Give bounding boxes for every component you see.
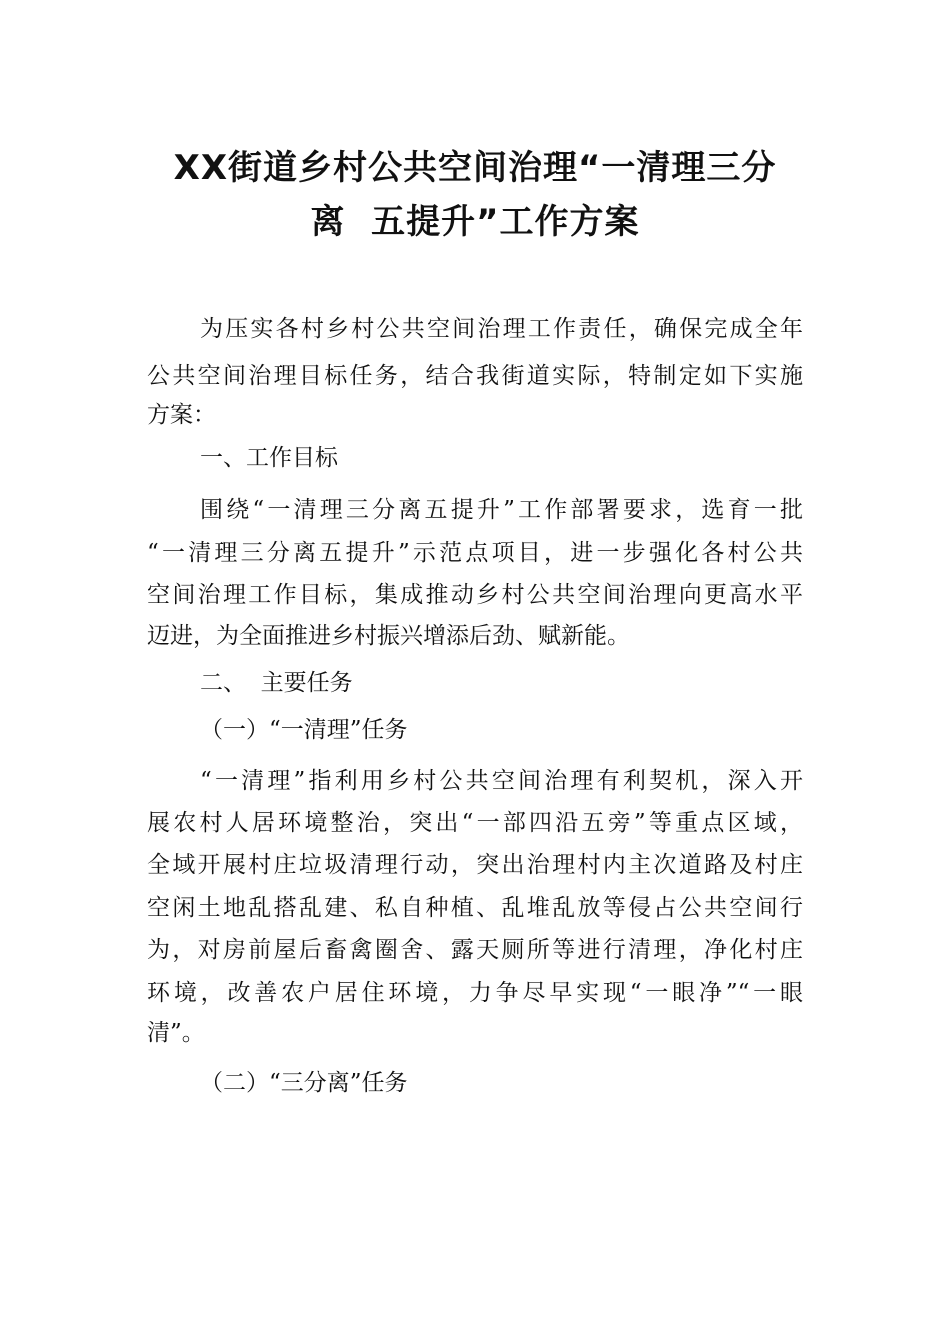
section-1-line-3: 空间治理工作目标，集成推动乡村公共空间治理向更高水平	[147, 582, 803, 608]
section-1-line-2: “一清理三分离五提升”示范点项目，进一步强化各村公共	[147, 540, 803, 566]
document-title-line-2: 离 五提升”工作方案	[310, 202, 640, 242]
subsection-1-line-3: 全域开展村庄垃圾清理行动，突出治理村内主次道路及村庄	[147, 852, 803, 878]
subsection-1-line-1: “一清理”指利用乡村公共空间治理有利契机，深入开	[200, 768, 803, 794]
intro-line-1: 为压实各村乡村公共空间治理工作责任，确保完成全年	[200, 316, 803, 342]
section-1-line-4: 迈进，为全面推进乡村振兴增添后劲、赋新能。	[147, 623, 630, 649]
section-1-heading: 一、工作目标	[200, 445, 338, 471]
subsection-1-line-4: 空闲土地乱搭乱建、私自种植、乱堆乱放等侵占公共空间行	[147, 895, 803, 921]
intro-line-2: 公共空间治理目标任务，结合我街道实际，特制定如下实施	[147, 363, 803, 389]
subsection-1-line-7: 清”。	[147, 1020, 205, 1046]
intro-line-3: 方案：	[147, 402, 216, 428]
section-2-heading: 二、 主要任务	[200, 670, 353, 696]
subsection-1-line-2: 展农村人居环境整治，突出“一部四沿五旁”等重点区域，	[147, 810, 803, 836]
document-title-line-1: XX街道乡村公共空间治理“一清理三分	[173, 148, 777, 188]
subsection-1-heading: （一）“一清理”任务	[200, 717, 408, 743]
section-1-line-1: 围绕“一清理三分离五提升”工作部署要求，选育一批	[200, 497, 803, 523]
subsection-2-heading: （二）“三分离”任务	[200, 1070, 408, 1096]
subsection-1-line-5: 为，对房前屋后畜禽圈舍、露天厕所等进行清理，净化村庄	[147, 937, 803, 963]
subsection-1-line-6: 环境，改善农户居住环境，力争尽早实现“一眼净”“一眼	[147, 980, 803, 1006]
